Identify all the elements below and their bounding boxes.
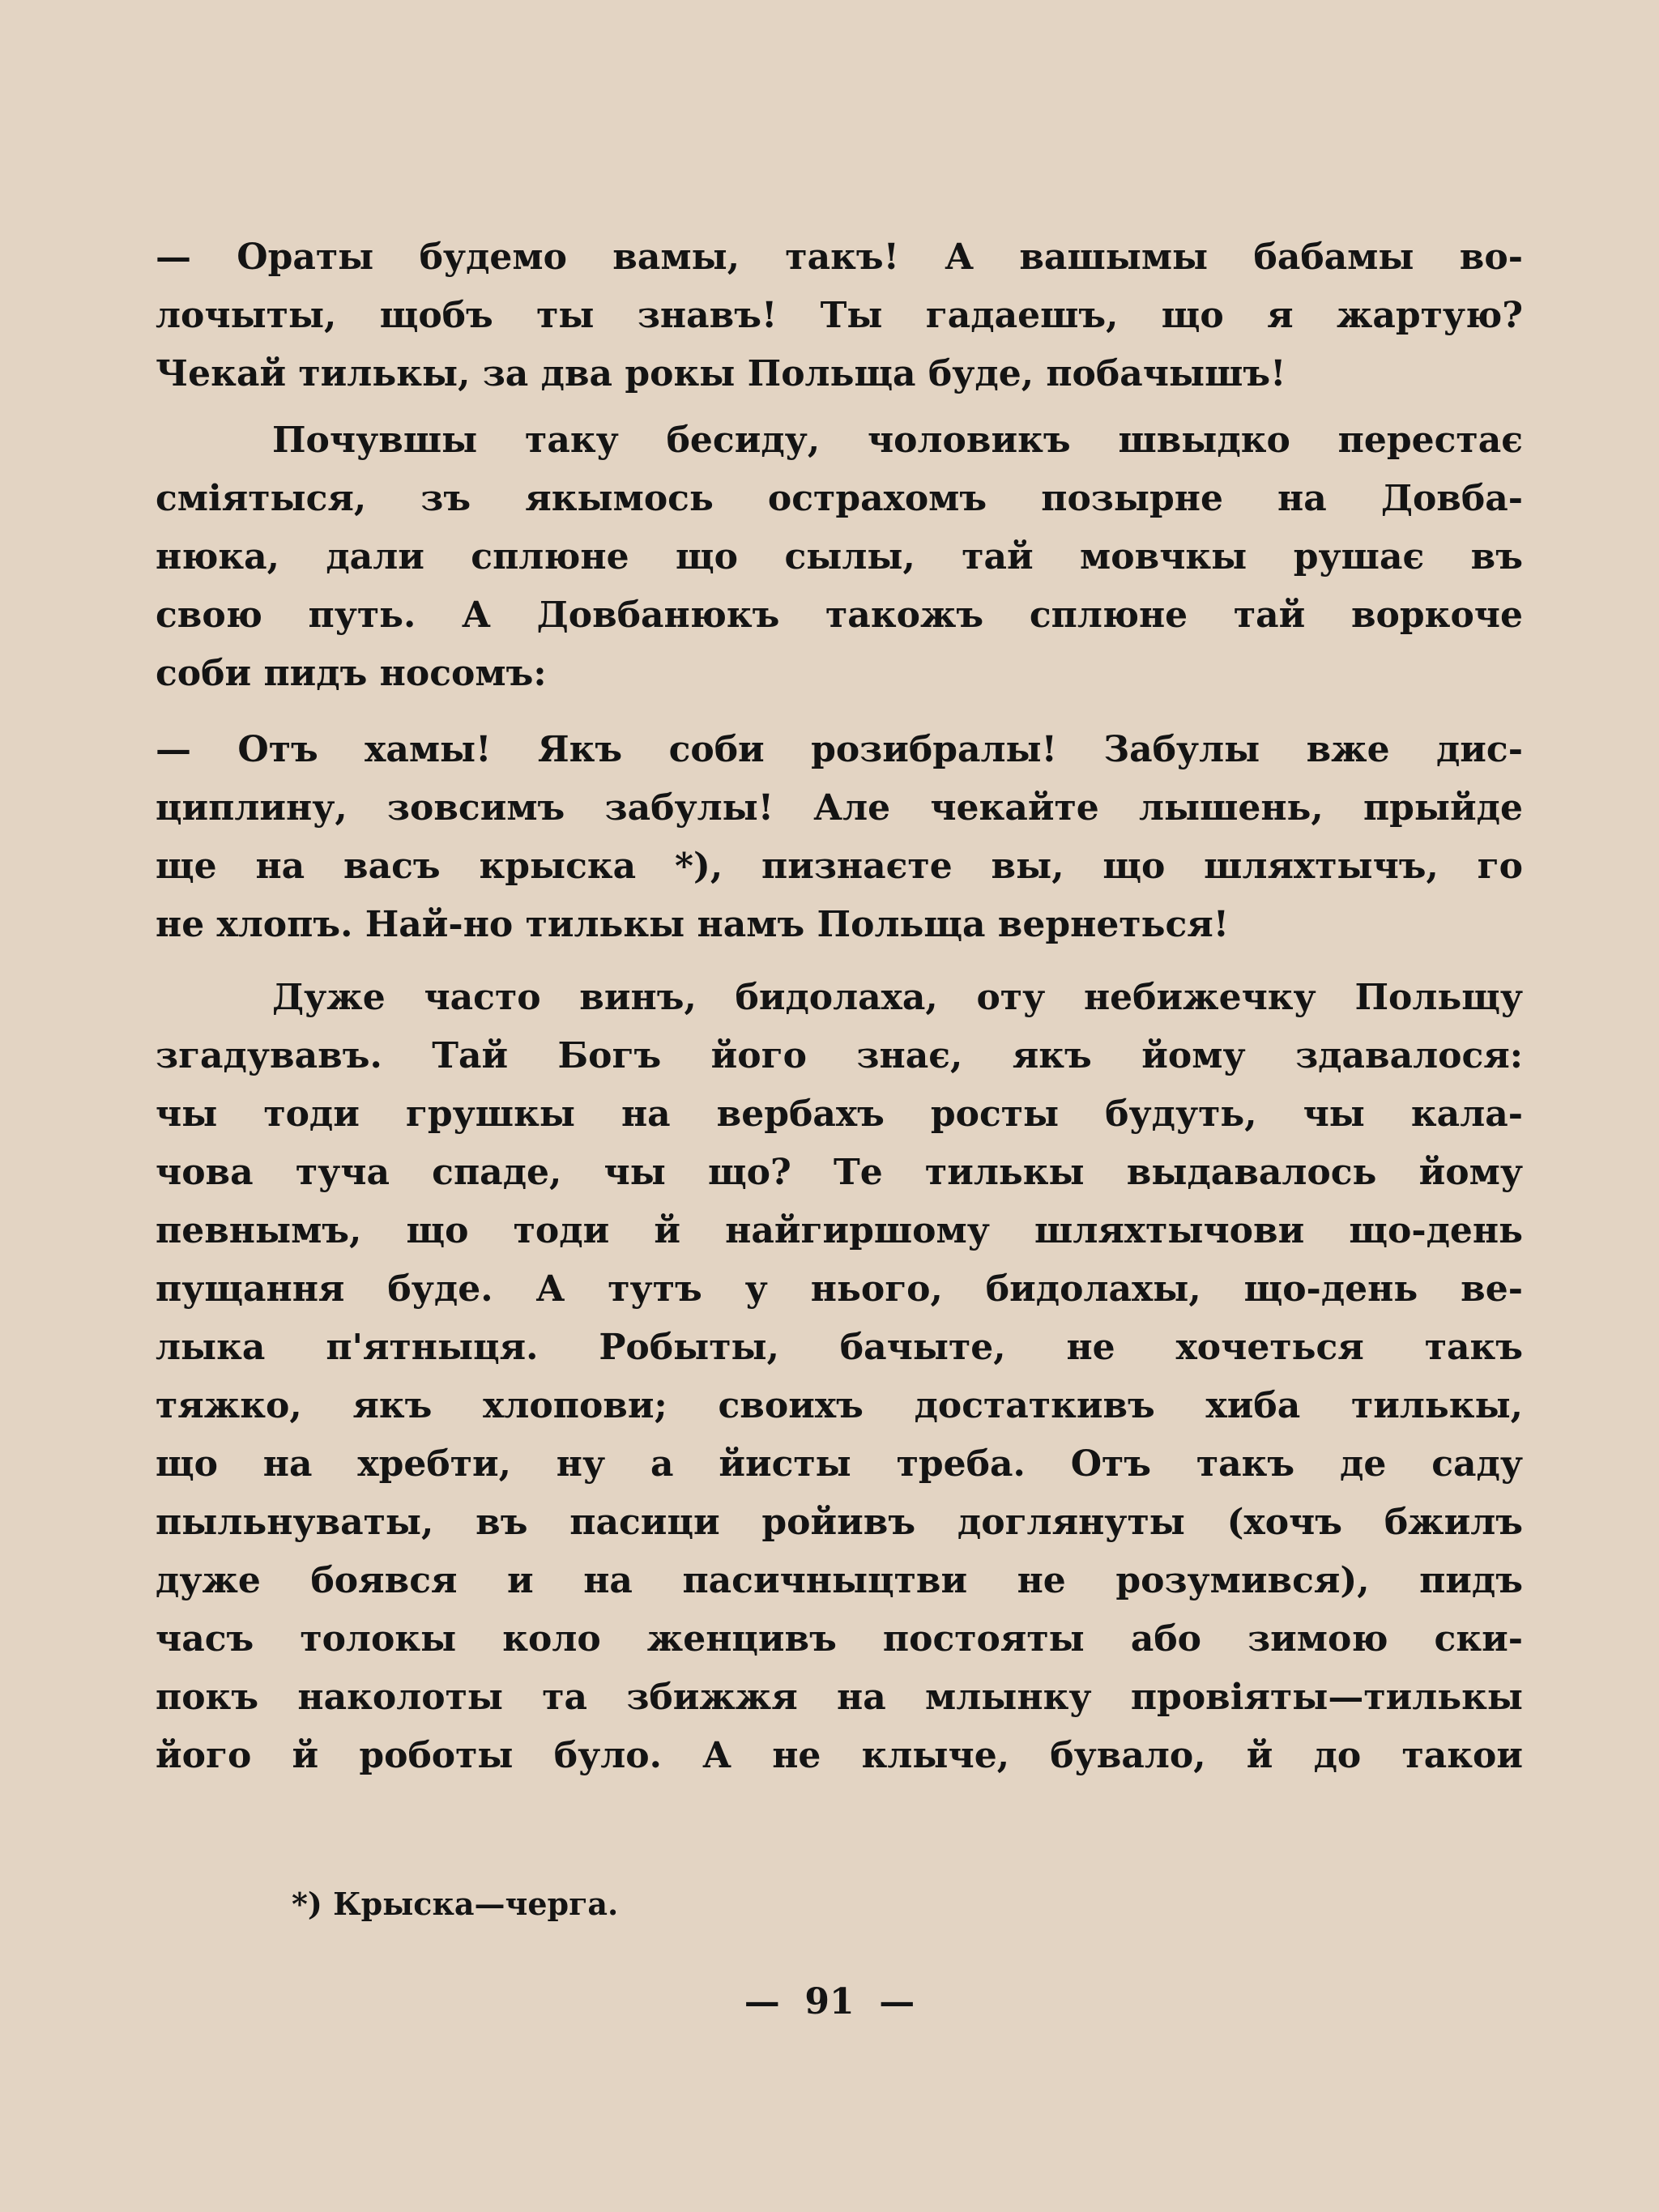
- footnote: *) Крыска—черга.: [292, 1886, 619, 1922]
- text-line: його й роботы було. А не клыче, бувало, й до такои: [156, 1735, 1523, 1776]
- text-line: нюка, дали сплюне що сылы, тай мовчкы рушає въ: [156, 536, 1523, 578]
- text-line: Почувшы таку бесиду, чоловикъ швыдко перестає: [272, 420, 1523, 461]
- text-line: — Ораты будемо вамы, такъ! А вашымы бабамы во-: [156, 237, 1523, 278]
- text-line: не хлопъ. Най-но тилькы намъ Польща вернеться!: [156, 904, 1230, 945]
- text-line: чова туча спаде, чы що? Те тилькы выдавалось йому: [156, 1152, 1523, 1193]
- text-line: згадувавъ. Тай Богъ його знає, якъ йому здавалося:: [156, 1035, 1523, 1076]
- text-line: що на хребти, ну а йисты треба. Отъ такъ де саду: [156, 1443, 1523, 1485]
- text-line: лочыты, щобъ ты знавъ! Ты гадаешъ, що я жартую?: [156, 295, 1523, 336]
- paragraph-4: [156, 969, 1523, 1785]
- paragraph-3: [156, 721, 1523, 954]
- text-line: Дуже часто винъ, бидолаха, оту небижечку Польщу: [272, 977, 1523, 1018]
- text-line: сміятыся, зъ якымось острахомъ позырне на Довба-: [156, 478, 1523, 519]
- paragraph-1: [156, 228, 1523, 403]
- text-line: дуже боявся и на пасичныцтви не розумився), пидъ: [156, 1560, 1523, 1601]
- text-line: соби пидъ носомъ:: [156, 653, 547, 694]
- text-line: покъ наколоты та збижжя на млынку провіяты—тилькы: [156, 1677, 1523, 1718]
- text-line: Чекай тилькы, за два рокы Польща буде, побачышъ!: [156, 353, 1286, 394]
- text-line: певнымъ, що тоди й найгиршому шляхтычови що-день: [156, 1210, 1523, 1251]
- text-line: часъ толокы коло женцивъ постояты або зимою ски-: [156, 1618, 1523, 1660]
- text-line: пыльнуваты, въ пасици ройивъ доглянуты (хочъ бжилъ: [156, 1502, 1523, 1543]
- text-line: чы тоди грушкы на вербахъ росты будуть, чы кала-: [156, 1093, 1523, 1135]
- text-line: — Отъ хамы! Якъ соби розибралы! Забулы вже дис-: [156, 729, 1523, 770]
- text-line: пущання буде. А тутъ у нього, бидолахы, що-день ве-: [156, 1268, 1523, 1310]
- text-line: ще на васъ крыска *), пизнаєте вы, що шляхтычъ, го: [156, 846, 1523, 887]
- text-line: тяжко, якъ хлопови; своихъ достаткивъ хиба тилькы,: [156, 1385, 1523, 1426]
- paragraph-2: [156, 411, 1523, 703]
- page-number: — 91 —: [744, 1981, 915, 2022]
- text-line: циплину, зовсимъ забулы! Але чекайте лышень, прыйде: [156, 787, 1523, 829]
- text-line: свою путь. А Довбанюкъ такожъ сплюне тай воркоче: [156, 595, 1523, 636]
- text-line: лыка п'ятныця. Робыты, бачыте, не хочеться такъ: [156, 1327, 1523, 1368]
